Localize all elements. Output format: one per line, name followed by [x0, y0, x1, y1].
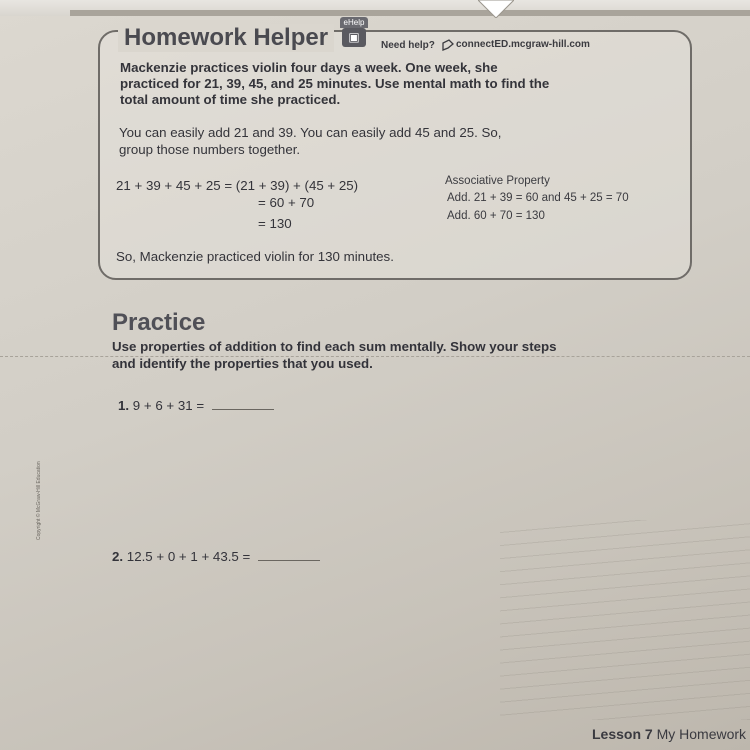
- equation-line-1: 21 + 39 + 45 + 25 = (21 + 39) + (45 + 25): [116, 178, 359, 193]
- link-icon: [441, 38, 455, 52]
- problem-expression: 9 + 6 + 31 =: [132, 398, 205, 413]
- page-arrow-icon: [478, 0, 514, 18]
- practice-title: Practice: [112, 309, 206, 336]
- practice-problem-2: [112, 549, 320, 564]
- ehelp-label: eHelp: [340, 17, 368, 28]
- top-rule: [70, 10, 750, 16]
- equation-line-3: = 130: [258, 216, 292, 231]
- equation-line-2: = 60 + 70: [258, 195, 315, 210]
- lesson-label: Lesson 7: [592, 726, 653, 742]
- problem-number: 1.: [118, 398, 130, 413]
- answer-blank[interactable]: [258, 559, 320, 561]
- property-note-2: Add. 21 + 39 = 60 and 45 + 25 = 70: [447, 192, 629, 204]
- practice-instructions: Use properties of addition to find each sum mentally. Show your steps and identify the properties that you used.: [112, 339, 557, 371]
- section-label: My Homework: [656, 726, 747, 742]
- answer-blank[interactable]: [212, 408, 274, 410]
- practice-problem-1: [118, 398, 274, 413]
- ehelp-button[interactable]: [340, 17, 368, 48]
- help-url-link[interactable]: connectED.mcgraw-hill.com: [456, 39, 590, 50]
- property-note-3: Add. 60 + 70 = 130: [447, 210, 545, 222]
- conclusion-text: So, Mackenzie practiced violin for 130 minutes.: [116, 249, 394, 264]
- homework-helper-title: Homework Helper: [118, 24, 334, 52]
- page-footer: [592, 726, 746, 742]
- problem-number: 2.: [112, 549, 124, 564]
- property-note-1: Associative Property: [445, 175, 550, 187]
- explanation-text: You can easily add 21 and 39. You can easily add 45 and 25. So, group those numbers together.: [119, 125, 502, 157]
- word-problem: Mackenzie practices violin four days a week. One week, she practiced for 21, 39, 45, and 25 minutes. Use mental math to find the total amount of time she practiced.: [120, 60, 550, 107]
- computer-icon: ▣: [342, 28, 366, 47]
- margin-copyright: Copyright © McGraw-Hill Education: [36, 461, 42, 540]
- need-help-label: Need help?: [381, 40, 435, 51]
- problem-expression: 12.5 + 0 + 1 + 43.5 =: [126, 549, 251, 564]
- show-through-text: [500, 520, 750, 720]
